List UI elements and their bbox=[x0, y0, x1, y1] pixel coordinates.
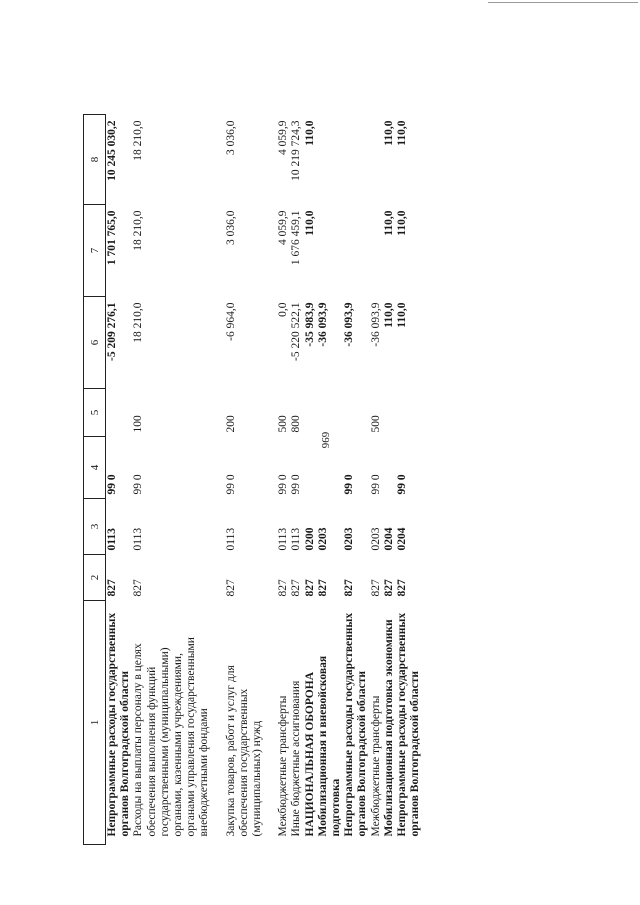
code-cell: 827 bbox=[303, 579, 316, 597]
section-cell: 0203 bbox=[343, 527, 356, 551]
code-cell: 827 bbox=[290, 579, 303, 597]
target-cell: 99 0 bbox=[343, 474, 356, 495]
target-cell: 99 0 bbox=[132, 474, 145, 495]
value-cell: -5 220 522,1 bbox=[290, 302, 303, 361]
table-row bbox=[132, 115, 211, 845]
value-cell bbox=[317, 205, 343, 297]
type-cell: 500 bbox=[369, 415, 382, 433]
spacer-row bbox=[212, 115, 225, 845]
target-cell: 99 0 bbox=[224, 474, 237, 495]
value-cell: -6 964,0 bbox=[224, 302, 237, 341]
target-cell bbox=[317, 437, 343, 499]
value-cell: 18 210,0 bbox=[132, 210, 145, 251]
section-cell: 0203 bbox=[369, 527, 382, 551]
col-header: 1 bbox=[84, 601, 106, 845]
code-cell: 827 bbox=[369, 579, 382, 597]
header-row bbox=[84, 115, 106, 845]
type-cell: 800 bbox=[290, 415, 303, 433]
section-cell: 0204 bbox=[396, 527, 409, 551]
value-cell bbox=[317, 115, 343, 205]
table-row bbox=[277, 115, 290, 845]
code-cell: 827 bbox=[382, 579, 395, 597]
code-cell: 827 bbox=[106, 579, 118, 597]
section-cell: 0113 bbox=[277, 527, 290, 551]
row-name-cell: Непрограммные расходы государственных органов Волгоградской области bbox=[396, 612, 422, 837]
type-cell: 500 bbox=[277, 415, 290, 433]
value-cell: -5 209 276,1 bbox=[106, 302, 118, 361]
value-cell: 18 210,0 bbox=[132, 302, 145, 343]
row-name-cell: Мобилизационная подготовка экономики bbox=[382, 619, 395, 837]
scan-edge-line bbox=[488, 2, 638, 3]
code-cell: 827 bbox=[316, 579, 329, 597]
table-row bbox=[317, 115, 343, 845]
table-row bbox=[290, 115, 303, 845]
value-cell: 110,0 bbox=[303, 120, 316, 146]
code-cell: 827 bbox=[277, 579, 290, 597]
table-row bbox=[343, 115, 369, 845]
value-cell: 3 036,0 bbox=[224, 120, 237, 155]
budget-table bbox=[83, 114, 422, 845]
target-cell: 99 0 bbox=[106, 474, 118, 495]
section-cell: 0204 bbox=[382, 527, 395, 551]
target-cell: 99 0 bbox=[290, 474, 303, 495]
type-cell: 100 bbox=[132, 415, 145, 433]
row-name-cell: Расходы на выплаты персоналу в целях обеспечения выполнения функций государственными (муниципальными) органами, казенными учреждениями, органами управления государственными внебюджетными фондами bbox=[132, 637, 211, 837]
target-cell: 99 0 bbox=[396, 474, 409, 495]
target-cell bbox=[383, 437, 396, 499]
row-name-cell: Непрограммные расходы государственных органов Волгоградской области bbox=[106, 612, 132, 837]
target-cell: 99 0 bbox=[369, 474, 382, 495]
value-cell: 110,0 bbox=[382, 302, 395, 328]
row-name-cell: Межбюджетные трансферты bbox=[277, 695, 290, 837]
row-name-cell: Межбюджетные трансферты bbox=[369, 695, 382, 837]
type-cell bbox=[396, 389, 422, 437]
code-cell: 827 bbox=[224, 579, 237, 597]
section-cell: 0113 bbox=[132, 527, 145, 551]
type-cell bbox=[317, 389, 343, 437]
value-cell: 110,0 bbox=[396, 302, 409, 328]
section-cell: 0203 bbox=[316, 527, 329, 551]
value-cell: 110,0 bbox=[382, 120, 395, 146]
type-cell bbox=[304, 389, 317, 437]
value-cell: 1 701 765,0 bbox=[106, 210, 118, 266]
section-cell: 0200 bbox=[303, 527, 316, 551]
value-cell bbox=[343, 115, 369, 205]
value-cell bbox=[343, 205, 369, 297]
table-row bbox=[370, 115, 383, 845]
row-name-cell: Иные бюджетные ассигнования bbox=[290, 680, 303, 837]
value-cell: 10 219 724,3 bbox=[290, 120, 303, 181]
section-cell: 0113 bbox=[290, 527, 303, 551]
row-name-cell: Мобилизационная и вневойсковая подготовка bbox=[316, 655, 343, 837]
value-cell bbox=[370, 115, 383, 205]
col-header: 7 bbox=[84, 205, 106, 297]
value-cell: 110,0 bbox=[396, 210, 409, 236]
col-header: 2 bbox=[84, 555, 106, 601]
type-cell bbox=[383, 389, 396, 437]
type-cell: 200 bbox=[224, 415, 237, 433]
type-cell bbox=[106, 389, 133, 437]
table-row bbox=[383, 115, 396, 845]
value-cell: 10 245 030,2 bbox=[106, 120, 118, 181]
value-cell: 4 059,9 bbox=[277, 210, 290, 245]
spacer-row bbox=[264, 115, 277, 845]
value-cell: -36 093,9 bbox=[316, 302, 329, 347]
value-cell: 18 210,0 bbox=[132, 120, 145, 161]
col-header: 6 bbox=[84, 297, 106, 389]
value-cell: 1 676 459,1 bbox=[290, 210, 303, 266]
code-cell: 827 bbox=[343, 579, 356, 597]
col-header: 8 bbox=[84, 115, 106, 205]
target-cell: 99 0 bbox=[277, 474, 290, 495]
row-name-cell: НАЦИОНАЛЬНАЯ ОБОРОНА bbox=[303, 671, 316, 837]
spacer-cell bbox=[264, 115, 277, 845]
col-header: 4 bbox=[84, 437, 106, 499]
value-cell: 110,0 bbox=[303, 210, 316, 236]
type-cell bbox=[343, 389, 369, 437]
table-body bbox=[106, 115, 423, 845]
section-cell: 0113 bbox=[224, 527, 237, 551]
spacer-cell bbox=[212, 115, 225, 845]
code-cell: 827 bbox=[396, 579, 409, 597]
col-header: 3 bbox=[84, 499, 106, 555]
table-row bbox=[225, 115, 265, 845]
code-cell: 827 bbox=[132, 579, 145, 597]
value-cell: 3 036,0 bbox=[224, 210, 237, 245]
value-cell: -35 983,9 bbox=[303, 302, 316, 347]
value-cell bbox=[370, 205, 383, 297]
value-cell: 0,0 bbox=[277, 302, 290, 317]
value-cell: 110,0 bbox=[382, 210, 395, 236]
value-cell: 4 059,9 bbox=[277, 120, 290, 155]
value-cell: -36 093,9 bbox=[343, 302, 356, 347]
row-name-cell: Непрограммные расходы государственных органов Волгоградской области bbox=[343, 612, 369, 837]
value-cell: -36 093,9 bbox=[369, 302, 382, 347]
target-cell bbox=[304, 437, 317, 499]
value-cell: 110,0 bbox=[396, 120, 409, 146]
page-number: 696 bbox=[319, 431, 331, 449]
col-header: 5 bbox=[84, 389, 106, 437]
table-row bbox=[106, 115, 133, 845]
table-row bbox=[396, 115, 422, 845]
row-name-cell: Закупка товаров, работ и услуг для обеспечения государственных (муниципальных) нужд bbox=[224, 665, 264, 837]
rotated-page bbox=[83, 115, 623, 845]
section-cell: 0113 bbox=[106, 528, 118, 551]
table-row bbox=[304, 115, 317, 845]
